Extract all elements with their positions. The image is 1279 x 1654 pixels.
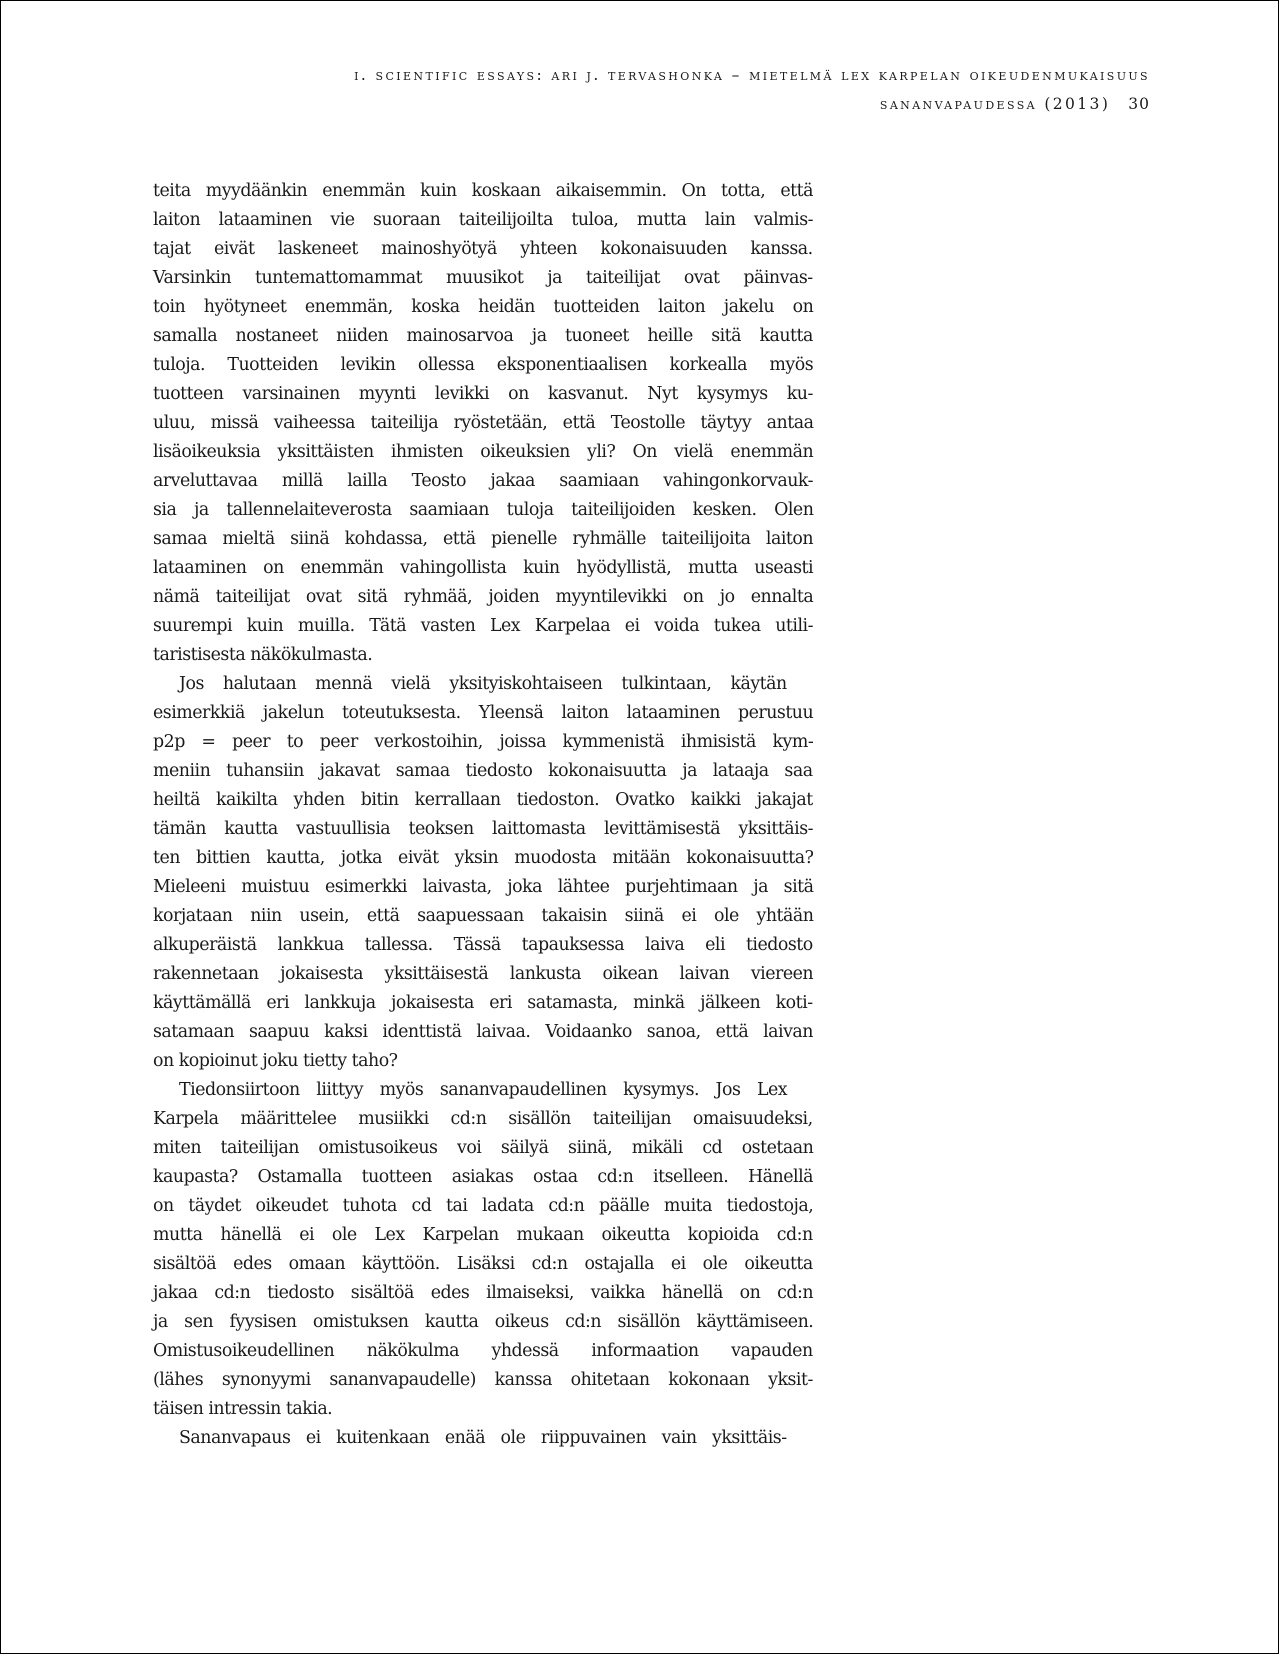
text-line: korjataan niin usein, että saapuessaan takaisin siinä ei ole yhtään	[153, 906, 814, 926]
text-line: Jos halutaan mennä vielä yksityiskohtaiseen tulkintaan, käytän	[179, 674, 787, 694]
text-line: arveluttavaa millä lailla Teosto jakaa saamiaan vahingonkorvauk-	[153, 471, 814, 491]
text-line: miten taiteilijan omistusoikeus voi säilyä siinä, mikäli cd ostetaan	[153, 1138, 814, 1158]
text-line: toin hyötyneet enemmän, koska heidän tuotteiden laiton jakelu on	[153, 297, 814, 317]
text-line: p2p = peer to peer verkostoihin, joissa kymmenistä ihmisistä kym-	[153, 732, 814, 752]
text-line: meniin tuhansiin jakavat samaa tiedosto kokonaisuutta ja lataaja saa	[153, 761, 813, 781]
text-line: laiton lataaminen vie suoraan taiteilijoilta tuloa, mutta lain valmis-	[153, 210, 814, 230]
text-line: käyttämällä eri lankkuja jokaisesta eri satamasta, minkä jälkeen koti-	[153, 993, 813, 1013]
text-line: heiltä kaikilta yhden bitin kerrallaan tiedoston. Ovatko kaikki jakajat	[153, 790, 813, 810]
text-line: (lähes synonyymi sananvapaudelle) kanssa ohitetaan kokonaan yksit-	[153, 1370, 813, 1390]
text-line: suurempi kuin muilla. Tätä vasten Lex Karpelaa ei voida tukea utili-	[153, 616, 813, 636]
body-text	[153, 177, 813, 1453]
header-title-line-1: i. scientific essays: ari j. tervashonka – mietelmä lex karpelan oikeudenmukaisuus	[354, 66, 1150, 84]
text-line: uluu, missä vaiheessa taiteilija ryöstetään, että Teostolle täytyy antaa	[153, 413, 814, 433]
text-line: Tiedonsiirtoon liittyy myös sananvapaudellinen kysymys. Jos Lex	[179, 1080, 788, 1100]
text-line: lisäoikeuksia yksittäisten ihmisten oikeuksien yli? On vielä enemmän	[153, 442, 814, 462]
text-line: Karpela määrittelee musiikki cd:n sisällön taiteilijan omaisuudeksi,	[153, 1109, 813, 1129]
text-line: sia ja tallennelaiteverosta saamiaan tuloja taiteilijoiden kesken. Olen	[153, 500, 814, 520]
text-line: Omistusoikeudellinen näkökulma yhdessä informaation vapauden	[153, 1341, 813, 1361]
header-title-line-2-row	[354, 90, 1150, 119]
text-line: satamaan saapuu kaksi identtistä laivaa. Voidaanko sanoa, että laivan	[153, 1022, 814, 1042]
text-line: on kopioinut joku tietty taho?	[153, 1051, 398, 1071]
text-line: on täydet oikeudet tuhota cd tai ladata cd:n päälle muita tiedostoja,	[153, 1196, 814, 1216]
text-line: alkuperäistä lankkua tallessa. Tässä tapauksessa laiva eli tiedosto	[153, 935, 813, 955]
text-line: ja sen fyysisen omistuksen kautta oikeus cd:n sisällön käyttämiseen.	[153, 1312, 814, 1332]
text-line: tuotteen varsinainen myynti levikki on kasvanut. Nyt kysymys ku-	[153, 384, 813, 404]
text-line: samalla nostaneet niiden mainosarvoa ja tuoneet heille sitä kautta	[153, 326, 813, 346]
running-header	[354, 61, 1150, 119]
text-line: lataaminen on enemmän vahingollista kuin hyödyllistä, mutta useasti	[153, 558, 814, 578]
text-line: samaa mieltä siinä kohdassa, että pienelle ryhmälle taiteilijoita laiton	[153, 529, 814, 549]
text-line: täisen intressin takia.	[153, 1399, 333, 1419]
text-line: ten bittien kautta, jotka eivät yksin muodosta mitään kokonaisuutta?	[153, 848, 814, 868]
text-line: teita myydäänkin enemmän kuin koskaan aikaisemmin. On totta, että	[153, 181, 813, 201]
text-line: Mieleeni muistuu esimerkki laivasta, joka lähtee purjehtimaan ja sitä	[153, 877, 814, 897]
text-line: tuloja. Tuotteiden levikin ollessa eksponentiaalisen korkealla myös	[153, 355, 814, 375]
header-title-line-2: sananvapaudessa (2013)	[879, 95, 1111, 113]
text-line: sisältöä edes omaan käyttöön. Lisäksi cd:n ostajalla ei ole oikeutta	[153, 1254, 813, 1274]
text-line: kaupasta? Ostamalla tuotteen asiakas ostaa cd:n itselleen. Hänellä	[153, 1167, 814, 1187]
text-line: jakaa cd:n tiedosto sisältöä edes ilmaiseksi, vaikka hänellä on cd:n	[153, 1283, 814, 1303]
text-line: tajat eivät laskeneet mainoshyötyä yhteen kokonaisuuden kanssa.	[153, 239, 813, 259]
text-line: tämän kautta vastuullisia teoksen laittomasta levittämisestä yksittäis-	[153, 819, 814, 839]
text-line: taristisesta näkökulmasta.	[153, 645, 373, 665]
text-line: Sananvapaus ei kuitenkaan enää ole riippuvainen vain yksittäis-	[179, 1428, 787, 1448]
text-line: Varsinkin tuntemattomammat muusikot ja taiteilijat ovat päinvas-	[153, 268, 813, 288]
page-number: 30	[1128, 95, 1150, 113]
text-line: rakennetaan jokaisesta yksittäisestä lankusta oikean laivan viereen	[153, 964, 814, 984]
text-line: esimerkkiä jakelun toteutuksesta. Yleensä laiton lataaminen perustuu	[153, 703, 814, 723]
text-line: nämä taiteilijat ovat sitä ryhmää, joiden myyntilevikki on jo ennalta	[153, 587, 814, 607]
text-line: mutta hänellä ei ole Lex Karpelan mukaan oikeutta kopioida cd:n	[153, 1225, 813, 1245]
